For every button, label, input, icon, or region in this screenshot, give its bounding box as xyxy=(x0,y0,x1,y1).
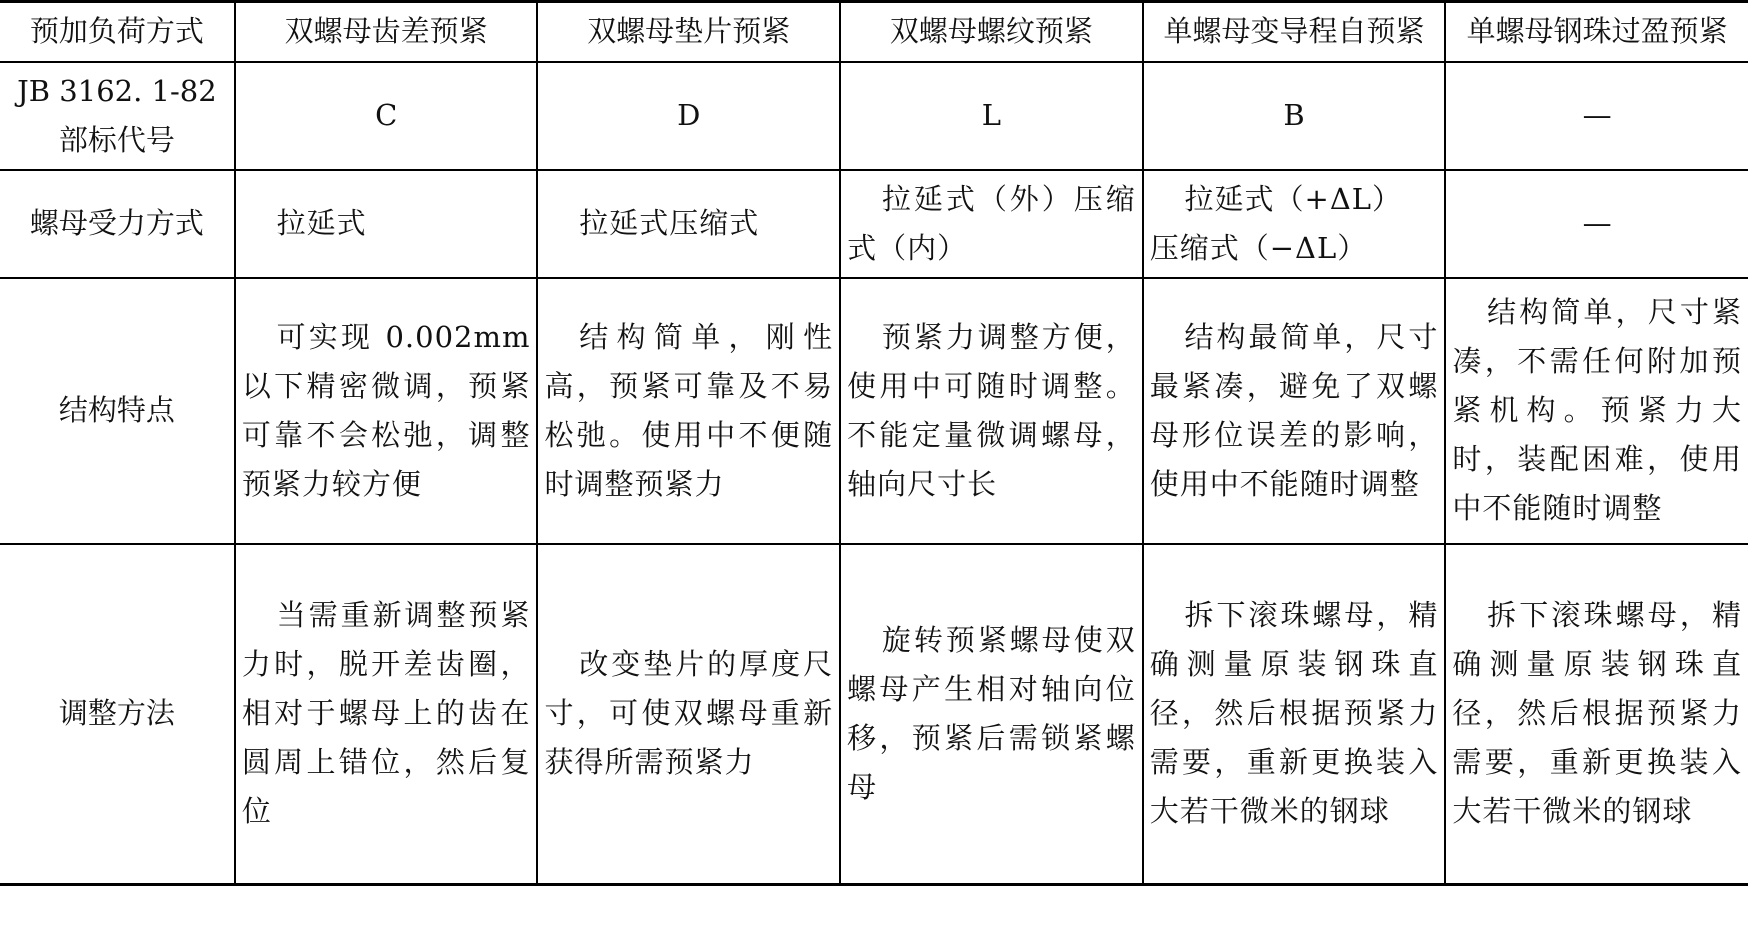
cell-force-thread: 拉延式（外）压缩式（内） xyxy=(840,170,1143,278)
cell-feature-thread: 预紧力调整方便，使用中可随时调整。不能定量微调螺母，轴向尺寸长 xyxy=(840,278,1143,544)
row-label-nut-force: 螺母受力方式 xyxy=(0,170,235,278)
table-row-adjust xyxy=(0,544,1748,885)
table-row-code xyxy=(0,62,1748,170)
header-single-nut-ball-interference: 单螺母钢珠过盈预紧 xyxy=(1445,2,1748,62)
row-label-standard-code-line2: 部标代号 xyxy=(58,122,175,157)
cell-force-variable-lead-line1: 拉延式（+ΔL） xyxy=(1184,181,1403,216)
row-label-adjust-method: 调整方法 xyxy=(0,544,235,885)
header-preload-method: 预加负荷方式 xyxy=(0,2,235,62)
cell-feature-shim: 结构简单，刚性高，预紧可靠及不易松弛。使用中不便随时调整预紧力 xyxy=(537,278,840,544)
row-label-standard-code-line1: JB 3162. 1-82 xyxy=(17,73,217,108)
table-row-force xyxy=(0,170,1748,278)
cell-feature-variable-lead: 结构最简单，尺寸最紧凑，避免了双螺母形位误差的影响，使用中不能随时调整 xyxy=(1143,278,1446,544)
cell-adjust-thread: 旋转预紧螺母使双螺母产生相对轴向位移，预紧后需锁紧螺母 xyxy=(840,544,1143,885)
cell-adjust-shim: 改变垫片的厚度尺寸，可使双螺母重新获得所需预紧力 xyxy=(537,544,840,885)
cell-feature-ball-interference: 结构简单，尺寸紧凑，不需任何附加预紧机构。预紧力大时，装配困难，使用中不能随时调整 xyxy=(1445,278,1748,544)
cell-force-ball-interference: — xyxy=(1445,170,1748,278)
cell-code-ball-interference: — xyxy=(1445,62,1748,170)
cell-adjust-gear-diff: 当需重新调整预紧力时，脱开差齿圈，相对于螺母上的齿在圆周上错位，然后复位 xyxy=(235,544,538,885)
header-double-nut-gear-diff: 双螺母齿差预紧 xyxy=(235,2,538,62)
table-row-feature xyxy=(0,278,1748,544)
cell-force-variable-lead xyxy=(1143,170,1446,278)
header-row xyxy=(0,2,1748,62)
header-double-nut-shim: 双螺母垫片预紧 xyxy=(537,2,840,62)
cell-code-variable-lead: B xyxy=(1143,62,1446,170)
cell-force-gear-diff: 拉延式 xyxy=(235,170,538,278)
cell-adjust-ball-interference: 拆下滚珠螺母，精确测量原装钢珠直径，然后根据预紧力需要，重新更换装入大若干微米的钢球 xyxy=(1445,544,1748,885)
cell-code-shim: D xyxy=(537,62,840,170)
row-label-structure-feature: 结构特点 xyxy=(0,278,235,544)
cell-adjust-variable-lead: 拆下滚珠螺母，精确测量原装钢珠直径，然后根据预紧力需要，重新更换装入大若干微米的钢球 xyxy=(1143,544,1446,885)
cell-force-shim: 拉延式压缩式 xyxy=(537,170,840,278)
header-double-nut-thread: 双螺母螺纹预紧 xyxy=(840,2,1143,62)
header-single-nut-variable-lead: 单螺母变导程自预紧 xyxy=(1143,2,1446,62)
cell-feature-gear-diff: 可实现 0.002mm以下精密微调，预紧可靠不会松弛，调整预紧力较方便 xyxy=(235,278,538,544)
cell-code-thread: L xyxy=(840,62,1143,170)
cell-force-variable-lead-line2: 压缩式（−ΔL） xyxy=(1149,230,1368,265)
cell-code-gear-diff: C xyxy=(235,62,538,170)
row-label-standard-code xyxy=(0,62,235,170)
